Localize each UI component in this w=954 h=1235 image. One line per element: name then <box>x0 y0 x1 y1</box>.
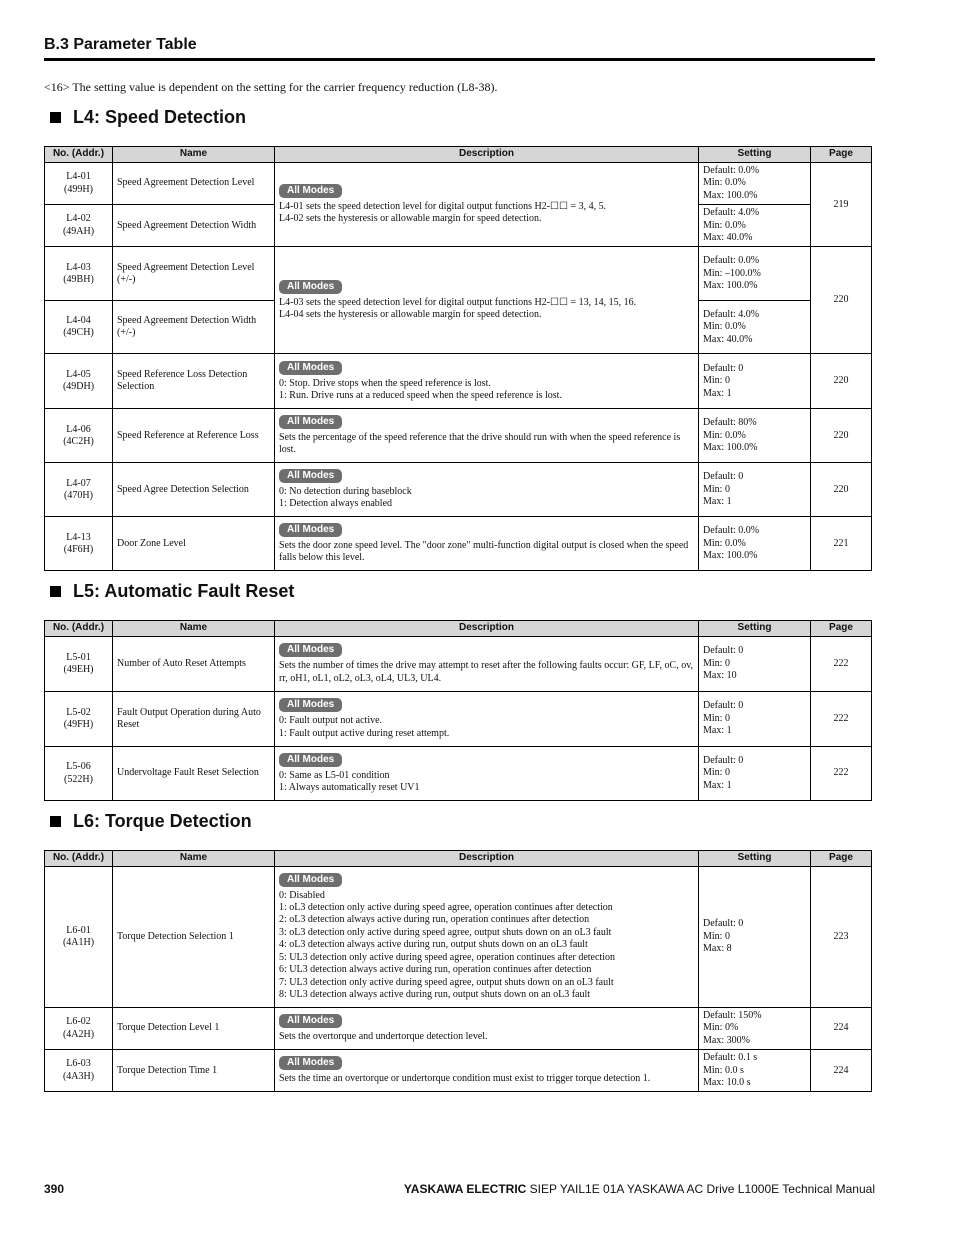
page-reference: 223 <box>811 867 872 1008</box>
description-line: 2: oL3 detection always active during run, operation continues after detection <box>279 914 590 926</box>
setting-line: Default: 4.0% <box>703 207 760 219</box>
param-number-cell <box>45 747 113 801</box>
setting-line: Default: 0.0% <box>703 255 760 267</box>
param-number: L4-05 <box>66 369 91 381</box>
param-number-cell <box>45 517 113 571</box>
setting-line: Default: 0 <box>703 700 744 712</box>
setting-line: Max: 1 <box>703 496 732 508</box>
table-row <box>45 867 872 1008</box>
page-reference: 220 <box>811 354 872 409</box>
description-line: 0: Disabled <box>279 889 325 901</box>
manual-reference <box>404 1182 875 1196</box>
param-number: L4-03 <box>66 261 91 273</box>
param-number: L4-06 <box>66 423 91 435</box>
param-name: Number of Auto Reset Attempts <box>113 637 275 692</box>
section-heading <box>50 811 252 832</box>
param-description <box>275 354 699 409</box>
table-row <box>45 409 872 463</box>
col-header-no: No. (Addr.) <box>45 851 113 867</box>
setting-line: Min: 0.0% <box>703 177 746 189</box>
table-row <box>45 747 872 801</box>
param-number: L6-01 <box>66 924 91 936</box>
setting-line: Min: 0 <box>703 767 730 779</box>
setting-line: Max: 300% <box>703 1034 750 1046</box>
param-address: (49BH) <box>63 273 94 285</box>
param-number: L4-13 <box>66 531 91 543</box>
table-row <box>45 163 872 205</box>
setting-line: Min: –100.0% <box>703 267 761 279</box>
page-reference: 224 <box>811 1050 872 1092</box>
page-reference: 222 <box>811 692 872 747</box>
description-line: Sets the door zone speed level. The "door zone" multi-function digital output is closed when the speed falls below this level. <box>279 540 689 564</box>
param-description <box>275 1050 699 1092</box>
description-line: 8: UL3 detection always active during run, output shuts down on an oL3 fault <box>279 988 591 1000</box>
table-row <box>45 517 872 571</box>
all-modes-badge: All Modes <box>279 698 342 712</box>
all-modes-badge: All Modes <box>279 753 342 767</box>
param-name: Speed Agreement Detection Level <box>113 163 275 205</box>
description-line: 0: Stop. Drive stops when the speed reference is lost. <box>279 377 491 389</box>
all-modes-badge: All Modes <box>279 415 342 429</box>
param-setting <box>699 867 811 1008</box>
param-setting <box>699 205 811 247</box>
param-name: Fault Output Operation during Auto Reset <box>113 692 275 747</box>
param-number-cell <box>45 637 113 692</box>
param-description <box>275 867 699 1008</box>
setting-line: Min: 0% <box>703 1022 739 1034</box>
description-line: Sets the overtorque and undertorque detection level. <box>279 1030 488 1042</box>
all-modes-badge: All Modes <box>279 469 342 483</box>
param-name: Torque Detection Level 1 <box>113 1008 275 1050</box>
description-line: Sets the time an overtorque or undertorque condition must exist to trigger torque detection 1. <box>279 1073 651 1085</box>
setting-line: Min: 0 <box>703 930 730 942</box>
param-number-cell <box>45 163 113 205</box>
setting-line: Min: 0 <box>703 657 730 669</box>
description-line: Sets the number of times the drive may attempt to reset after the following faults occur: GF, LF, oC, ov, rr, oH1, oL1, oL2, oL3, oL4, UL3, UL4. <box>279 660 694 684</box>
param-address: (49AH) <box>62 225 95 237</box>
param-number-cell <box>45 463 113 517</box>
setting-line: Default: 80% <box>703 417 757 429</box>
setting-line: Default: 0.1 s <box>703 1052 758 1064</box>
param-number: L4-02 <box>66 213 91 225</box>
page-reference: 220 <box>811 463 872 517</box>
description-line: 7: UL3 detection only active during speed agree, output shuts down on an oL3 fault <box>279 976 614 988</box>
setting-line: Max: 40.0% <box>703 232 753 244</box>
description-line: L4-03 sets the speed detection level for digital output functions H2-☐☐ = 13, 14, 15, 16. <box>279 296 637 308</box>
col-header-page: Page <box>811 147 872 163</box>
param-setting <box>699 354 811 409</box>
section-heading <box>50 581 294 602</box>
description-line: 1: oL3 detection only active during speed agree, operation continues after detection <box>279 902 613 914</box>
page-header <box>44 36 875 61</box>
param-setting <box>699 463 811 517</box>
setting-line: Max: 100.0% <box>703 550 758 562</box>
setting-line: Max: 10.0 s <box>703 1077 751 1089</box>
param-number-cell <box>45 301 113 354</box>
col-header-no: No. (Addr.) <box>45 147 113 163</box>
setting-line: Default: 4.0% <box>703 308 760 320</box>
param-number-cell <box>45 247 113 301</box>
setting-line: Default: 0 <box>703 362 744 374</box>
table-row <box>45 637 872 692</box>
param-setting <box>699 637 811 692</box>
param-number-cell <box>45 1008 113 1050</box>
table-row <box>45 463 872 517</box>
param-description <box>275 692 699 747</box>
setting-line: Default: 0.0% <box>703 525 760 537</box>
param-number: L4-04 <box>66 315 91 327</box>
param-address: (49DH) <box>62 381 95 393</box>
col-header-name: Name <box>113 621 275 637</box>
setting-line: Default: 0 <box>703 918 744 930</box>
param-address: (4A2H) <box>62 1028 95 1040</box>
section-title: L5: Automatic Fault Reset <box>73 581 295 601</box>
col-header-description: Description <box>275 147 699 163</box>
description-line: 6: UL3 detection always active during run, operation continues after detection <box>279 964 592 976</box>
all-modes-badge: All Modes <box>279 1056 342 1070</box>
param-name: Speed Agreement Detection Width (+/-) <box>113 301 275 354</box>
param-description <box>275 1008 699 1050</box>
table-row <box>45 247 872 301</box>
param-description <box>275 247 699 354</box>
setting-line: Max: 8 <box>703 943 732 955</box>
param-setting <box>699 747 811 801</box>
setting-line: Min: 0.0% <box>703 321 746 333</box>
param-setting <box>699 1050 811 1092</box>
table-header-row <box>45 147 872 163</box>
param-setting <box>699 517 811 571</box>
param-description <box>275 517 699 571</box>
col-header-setting: Setting <box>699 147 811 163</box>
description-line: L4-02 sets the hysteresis or allowable margin for speed detection. <box>279 213 542 225</box>
description-line: 3: oL3 detection only active during speed agree, output shuts down on an oL3 fault <box>279 926 612 938</box>
description-line: 1: Detection always enabled <box>279 498 393 510</box>
all-modes-badge: All Modes <box>279 280 342 294</box>
table-header-row <box>45 851 872 867</box>
square-bullet-icon <box>50 816 61 827</box>
col-header-page: Page <box>811 621 872 637</box>
param-address: (49FH) <box>63 719 94 730</box>
page-reference: 222 <box>811 747 872 801</box>
description-line: 5: UL3 detection only active during speed agree, operation continues after detection <box>279 951 615 963</box>
table-row <box>45 692 872 747</box>
param-name: Undervoltage Fault Reset Selection <box>113 747 275 801</box>
setting-line: Default: 150% <box>703 1010 762 1021</box>
page-reference: 220 <box>811 409 872 463</box>
param-description <box>275 409 699 463</box>
param-number: L4-07 <box>66 477 91 489</box>
setting-line: Max: 10 <box>703 670 737 682</box>
all-modes-badge: All Modes <box>279 1014 342 1028</box>
section-heading <box>50 107 246 128</box>
param-address: (49EH) <box>63 664 94 675</box>
col-header-description: Description <box>275 621 699 637</box>
description-line: 0: Same as L5-01 condition <box>279 769 390 781</box>
description-line: L4-04 sets the hysteresis or allowable margin for speed detection. <box>279 308 542 320</box>
setting-line: Min: 0 <box>703 375 730 387</box>
setting-line: Max: 1 <box>703 725 732 737</box>
description-line: 0: No detection during baseblock <box>279 486 412 498</box>
setting-line: Max: 1 <box>703 779 732 791</box>
param-number: L5-01 <box>66 651 91 663</box>
footnote-16: <16> The setting value is dependent on the setting for the carrier frequency reduction (L8-38). <box>44 80 498 94</box>
page-reference: 221 <box>811 517 872 571</box>
param-name: Speed Reference at Reference Loss <box>113 409 275 463</box>
setting-line: Default: 0 <box>703 754 744 766</box>
setting-line: Min: 0 <box>703 483 730 495</box>
page-reference: 219 <box>811 163 872 247</box>
description-line: 1: Always automatically reset UV1 <box>279 782 420 793</box>
description-line: L4-01 sets the speed detection level for digital output functions H2-☐☐ = 3, 4, 5. <box>279 200 607 212</box>
setting-line: Max: 100.0% <box>703 442 758 454</box>
col-header-name: Name <box>113 147 275 163</box>
param-number-cell <box>45 1050 113 1092</box>
param-number: L5-06 <box>66 761 91 773</box>
param-address: (4C2H) <box>63 435 94 447</box>
setting-line: Max: 100.0% <box>703 280 758 292</box>
all-modes-badge: All Modes <box>279 873 342 887</box>
setting-line: Min: 0.0% <box>703 537 746 549</box>
setting-line: Min: 0 <box>703 712 730 724</box>
col-header-name: Name <box>113 851 275 867</box>
param-number-cell <box>45 867 113 1008</box>
param-description <box>275 163 699 247</box>
param-number: L6-03 <box>66 1058 91 1070</box>
col-header-setting: Setting <box>699 621 811 637</box>
page-title: B.3 Parameter Table <box>44 36 197 53</box>
table-header-row <box>45 621 872 637</box>
param-name: Speed Reference Loss Detection Selection <box>113 354 275 409</box>
all-modes-badge: All Modes <box>279 523 342 537</box>
table-row <box>45 354 872 409</box>
brand-name: YASKAWA ELECTRIC <box>403 1182 527 1196</box>
section-title: L6: Torque Detection <box>73 811 252 831</box>
square-bullet-icon <box>50 112 61 123</box>
parameter-table <box>44 620 872 801</box>
description-line: 4: oL3 detection always active during run, output shuts down on an oL3 fault <box>279 939 588 951</box>
setting-line: Max: 40.0% <box>703 333 753 345</box>
square-bullet-icon <box>50 586 61 597</box>
param-setting <box>699 1008 811 1050</box>
parameter-table <box>44 850 872 1092</box>
param-address: (470H) <box>64 489 93 501</box>
param-description <box>275 637 699 692</box>
setting-line: Default: 0 <box>703 471 744 483</box>
param-address: (4A3H) <box>62 1070 95 1082</box>
setting-line: Default: 0.0% <box>703 165 760 176</box>
description-line: Sets the percentage of the speed reference that the drive should run with when the speed reference is lost. <box>279 432 681 456</box>
param-description <box>275 747 699 801</box>
all-modes-badge: All Modes <box>279 184 342 198</box>
description-line: 1: Fault output active during reset attempt. <box>279 727 450 739</box>
col-header-setting: Setting <box>699 851 811 867</box>
page-number: 390 <box>44 1182 65 1196</box>
param-setting <box>699 163 811 205</box>
param-description <box>275 463 699 517</box>
param-address: (4F6H) <box>63 543 94 555</box>
param-setting <box>699 301 811 354</box>
col-header-page: Page <box>811 851 872 867</box>
param-setting <box>699 692 811 747</box>
param-setting <box>699 247 811 301</box>
header-rule <box>44 58 875 61</box>
param-setting <box>699 409 811 463</box>
col-header-description: Description <box>275 851 699 867</box>
param-number-cell <box>45 354 113 409</box>
section-title: L4: Speed Detection <box>73 107 247 127</box>
page-reference: 222 <box>811 637 872 692</box>
setting-line: Min: 0.0 s <box>703 1064 744 1076</box>
setting-line: Max: 1 <box>703 387 732 399</box>
page-reference: 220 <box>811 247 872 354</box>
table-row <box>45 1050 872 1092</box>
param-name: Torque Detection Selection 1 <box>113 867 275 1008</box>
setting-line: Max: 100.0% <box>703 189 758 201</box>
param-name: Speed Agreement Detection Width <box>113 205 275 247</box>
manual-title: SIEP YAIL1E 01A YASKAWA AC Drive L1000E Technical Manual <box>526 1182 875 1196</box>
description-line: 0: Fault output not active. <box>279 715 383 727</box>
param-address: (49CH) <box>63 327 94 339</box>
table-row <box>45 1008 872 1050</box>
page-reference: 224 <box>811 1008 872 1050</box>
param-name: Torque Detection Time 1 <box>113 1050 275 1092</box>
col-header-no: No. (Addr.) <box>45 621 113 637</box>
setting-line: Default: 0 <box>703 645 744 657</box>
all-modes-badge: All Modes <box>279 361 342 375</box>
setting-line: Min: 0.0% <box>703 219 746 231</box>
param-name: Door Zone Level <box>113 517 275 571</box>
param-number: L5-02 <box>66 706 91 718</box>
all-modes-badge: All Modes <box>279 643 342 657</box>
param-address: (4A1H) <box>62 937 95 948</box>
setting-line: Min: 0.0% <box>703 429 746 441</box>
param-name: Speed Agree Detection Selection <box>113 463 275 517</box>
parameter-table <box>44 146 872 571</box>
param-address: (499H) <box>64 183 93 195</box>
param-number: L6-02 <box>66 1016 91 1028</box>
description-line: 1: Run. Drive runs at a reduced speed when the speed reference is lost. <box>279 389 562 401</box>
param-number: L4-01 <box>66 171 91 183</box>
param-number-cell <box>45 692 113 747</box>
param-number-cell <box>45 205 113 247</box>
param-number-cell <box>45 409 113 463</box>
param-address: (522H) <box>64 773 93 785</box>
param-name: Speed Agreement Detection Level (+/-) <box>113 247 275 301</box>
